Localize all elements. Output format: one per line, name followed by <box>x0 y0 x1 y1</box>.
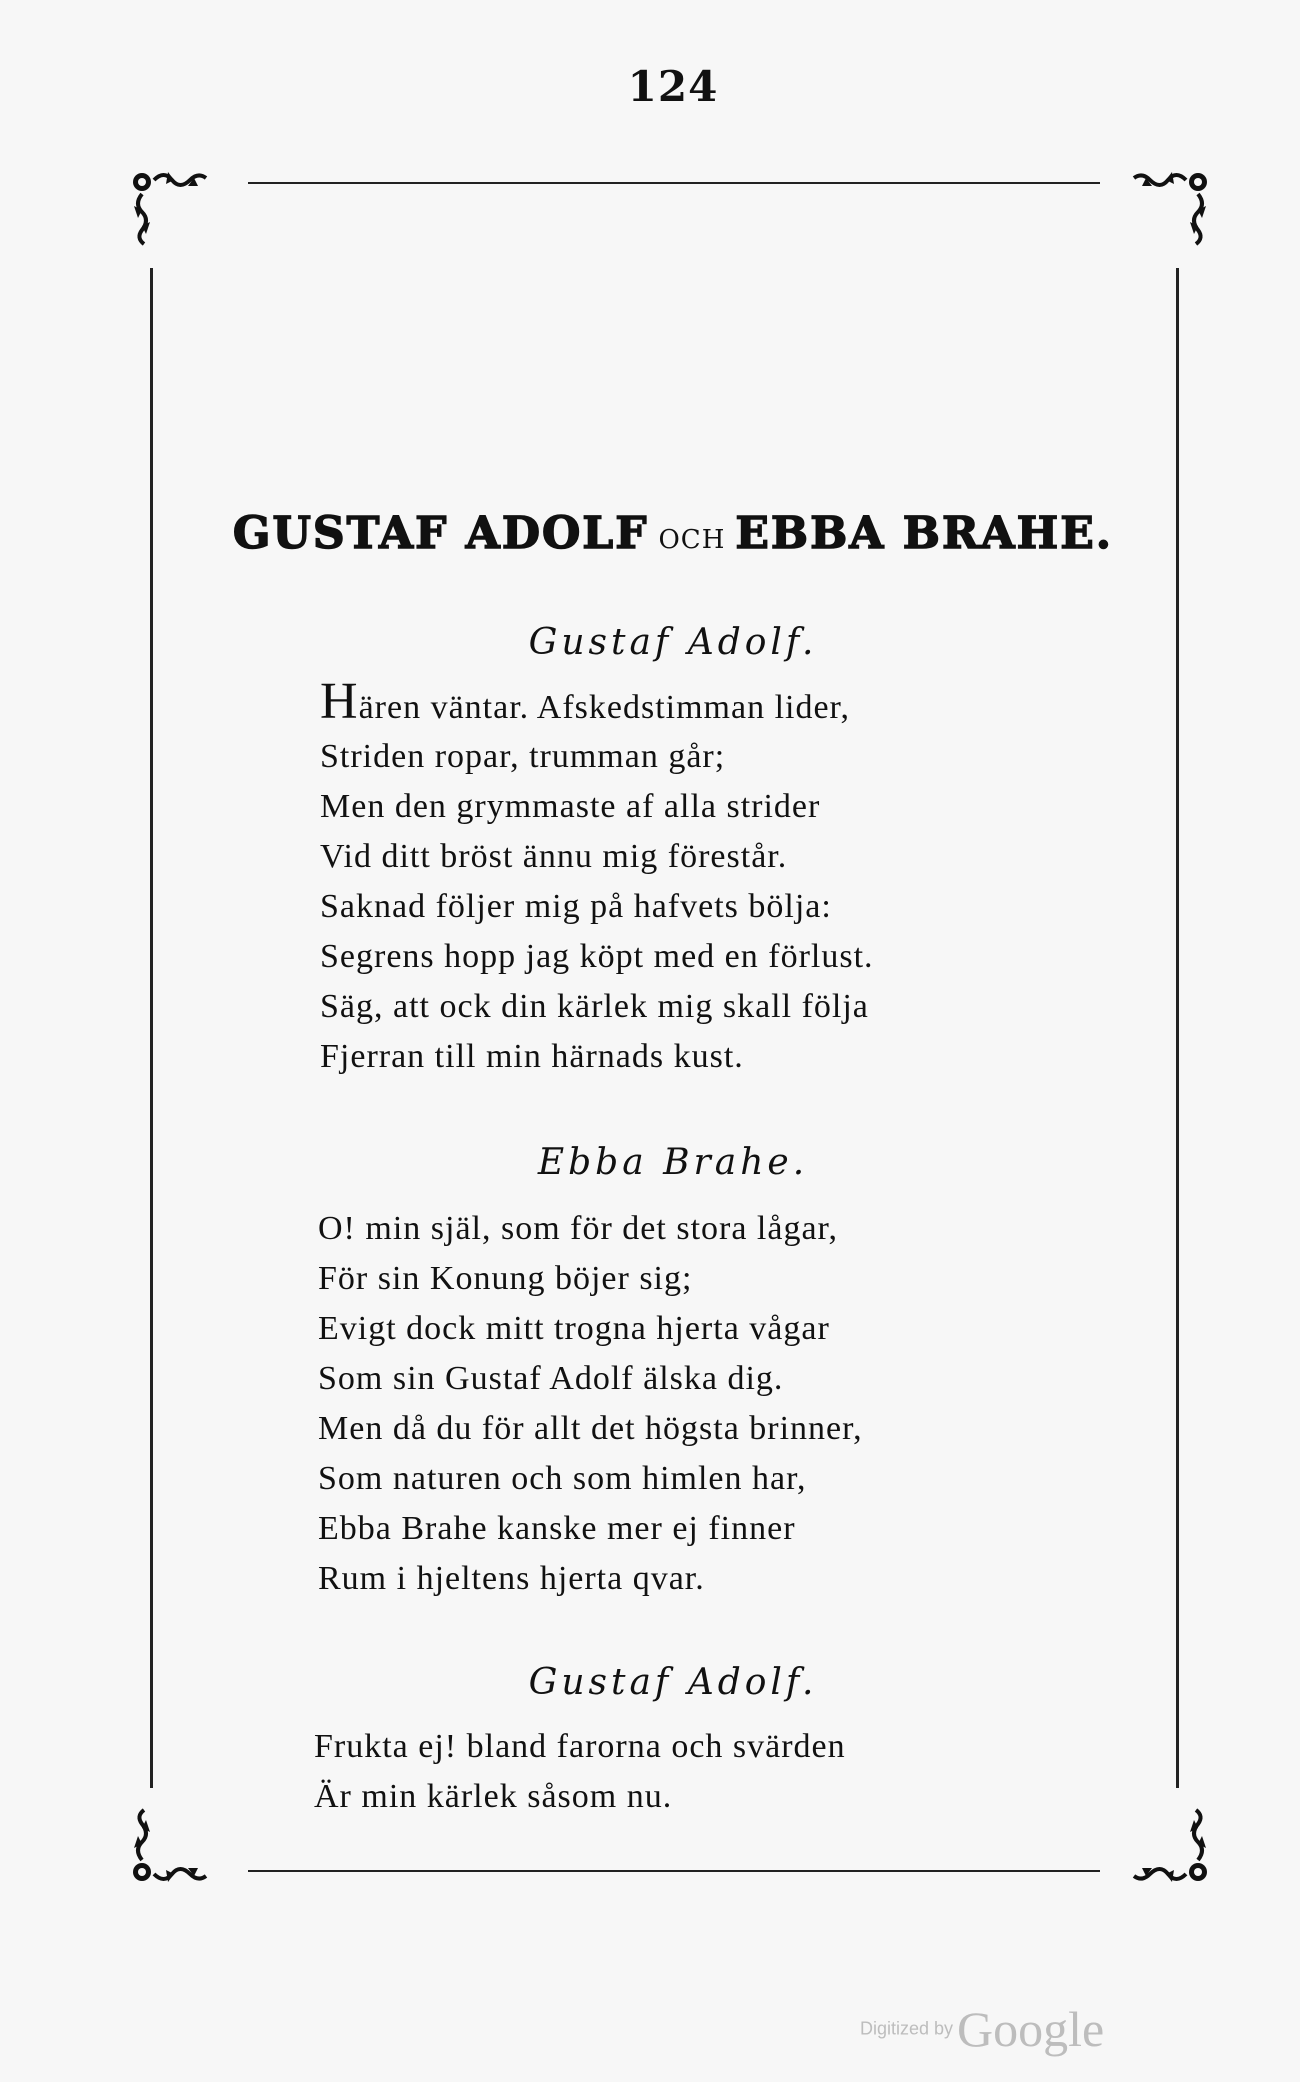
verse-line: Som sin Gustaf Adolf älska dig. <box>318 1360 784 1397</box>
page-number: 124 <box>627 62 719 111</box>
verse-line: Rum i hjeltens hjerta qvar. <box>318 1560 705 1597</box>
verse-line: O! min själ, som för det stora lågar, <box>318 1210 839 1247</box>
corner-ornament-icon <box>1102 160 1212 270</box>
poem-title <box>0 508 1300 559</box>
frame-bottom-rule <box>248 1870 1100 1872</box>
title-part2: EBBA BRAHE. <box>735 508 1114 559</box>
watermark-prefix: Digitized by <box>860 2018 954 2039</box>
frame-right-rule <box>1176 268 1179 1788</box>
verse-line: För sin Konung böjer sig; <box>318 1260 693 1297</box>
verse-line: Ebba Brahe kanske mer ej finner <box>318 1510 796 1547</box>
verse-line: Hären väntar. Afskedstimman lider, <box>320 673 851 730</box>
speaker-heading: Gustaf Adolf. <box>528 622 818 663</box>
verse-line: Som naturen och som himlen har, <box>318 1460 807 1497</box>
google-logo: Google <box>957 2001 1105 2057</box>
frame-top-rule <box>248 182 1100 184</box>
verse-line: Evigt dock mitt trogna hjerta vågar <box>318 1310 830 1347</box>
verse-line: Men då du för allt det högsta brinner, <box>318 1410 863 1447</box>
verse-line: Striden ropar, trumman går; <box>320 738 726 775</box>
speaker-heading: Gustaf Adolf. <box>528 1662 818 1703</box>
stanza <box>320 673 874 1082</box>
title-connector: OCH <box>658 525 726 555</box>
digitized-by-google-watermark <box>860 2000 1104 2058</box>
verse-line: Men den grymmaste af alla strider <box>320 788 821 825</box>
speaker-heading: Ebba Brahe. <box>537 1142 809 1183</box>
verse-line: Är min kärlek såsom nu. <box>314 1778 673 1815</box>
corner-ornament-icon <box>1102 1784 1212 1894</box>
frame-left-rule <box>150 268 153 1788</box>
verse-line: Fjerran till min härnads kust. <box>320 1038 744 1075</box>
verse-line: Säg, att ock din kärlek mig skall följa <box>320 988 869 1025</box>
verse-line: Frukta ej! bland farorna och svärden <box>314 1728 846 1765</box>
verse-line: Saknad följer mig på hafvets bölja: <box>320 888 832 925</box>
corner-ornament-icon <box>128 160 238 270</box>
verse-line: Vid ditt bröst ännu mig förestår. <box>320 838 788 875</box>
corner-ornament-icon <box>128 1784 238 1894</box>
verse-line: Segrens hopp jag köpt med en förlust. <box>320 938 874 975</box>
stanza <box>318 1204 863 1604</box>
stanza <box>314 1722 846 1822</box>
drop-letter: H <box>320 673 359 730</box>
title-part1: GUSTAF ADOLF <box>232 508 649 559</box>
